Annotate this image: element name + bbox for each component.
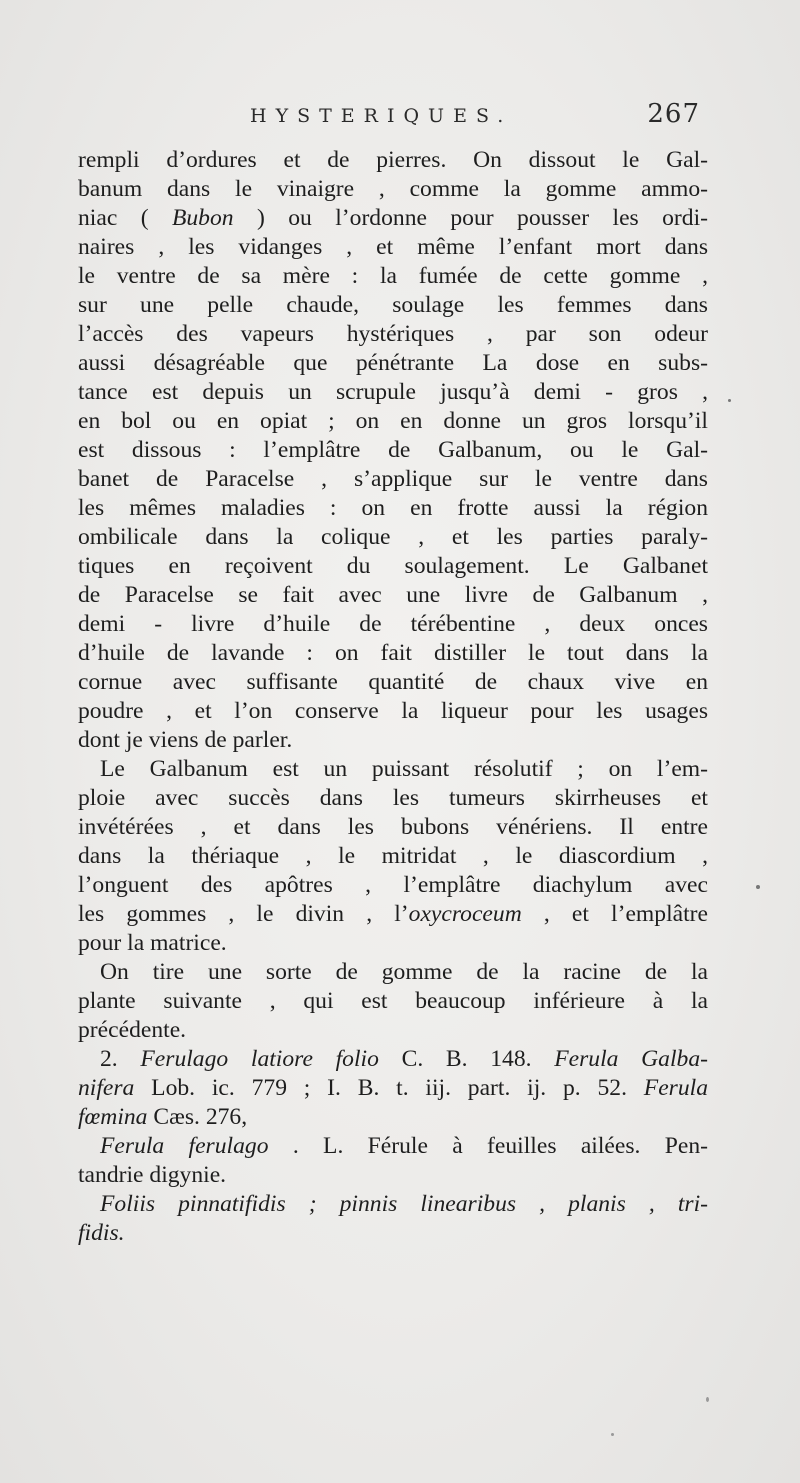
text-line	[78, 987, 708, 1016]
ink-speck	[756, 885, 760, 889]
text-line	[78, 349, 708, 378]
line-segment: dont je viens de parler.	[78, 727, 293, 753]
line-segment: Cæs. 276,	[147, 1104, 248, 1130]
line-segment: tance est depuis un scrupule jusqu’à demi - gros ,	[78, 379, 708, 405]
line-segment-italic: Ferula	[643, 1075, 708, 1101]
text-line	[78, 697, 708, 726]
line-segment: dans la thériaque , le mitridat , le diascordium ,	[78, 843, 708, 869]
line-segment: . L. Férule à feuilles ailées. Pen-	[268, 1133, 708, 1159]
line-segment: précédente.	[78, 1017, 187, 1043]
line-segment: poudre , et l’on conserve la liqueur pour les usages	[78, 698, 708, 724]
line-segment: rempli d’ordures et de pierres. On dissout le Gal-	[78, 147, 708, 173]
line-segment: ploie avec succès dans les tumeurs skirrheuses et	[78, 785, 708, 811]
line-segment: cornue avec suffisante quantité de chaux vive en	[78, 669, 708, 695]
line-segment: tandrie digynie.	[78, 1162, 227, 1188]
line-segment: , et l’emplâtre	[521, 901, 708, 927]
line-segment: est dissous : l’emplâtre de Galbanum, ou le Gal-	[78, 437, 708, 463]
text-line	[78, 1219, 708, 1248]
text-line	[78, 465, 708, 494]
line-segment: sur une pelle chaude, soulage les femmes dans	[78, 292, 708, 318]
text-line	[78, 262, 708, 291]
line-segment: les gommes , le divin , l’	[78, 901, 409, 927]
line-segment-italic: Foliis pinnatifidis ; pinnis linearibus , planis , tri-	[100, 1191, 708, 1217]
text-line	[78, 871, 708, 900]
page-number: 267	[647, 99, 700, 129]
ink-speck	[728, 399, 731, 402]
text-line	[78, 639, 708, 668]
line-segment: aussi désagréable que pénétrante La dose en subs-	[78, 350, 708, 376]
text-line	[78, 1103, 708, 1132]
line-segment: le ventre de sa mère : la fumée de cette gomme ,	[78, 263, 708, 289]
line-segment-italic: Ferula ferulago	[100, 1133, 269, 1159]
text-line	[78, 1190, 708, 1219]
line-segment-italic: oxycroceum	[408, 901, 522, 927]
ink-speck	[706, 1397, 709, 1402]
body-text	[78, 146, 708, 1248]
line-segment: banum dans le vinaigre , comme la gomme ammo-	[78, 176, 708, 202]
text-line	[78, 291, 708, 320]
line-segment-italic: Ferulago latiore folio	[140, 1046, 379, 1072]
line-segment: banet de Paracelse , s’applique sur le ventre dans	[78, 466, 708, 492]
line-segment: d’huile de lavande : on fait distiller le tout dans la	[78, 640, 708, 666]
line-segment-italic: nifera	[78, 1075, 135, 1101]
line-segment: plante suivante , qui est beaucoup inférieure à la	[78, 988, 708, 1014]
running-title: HYSTERIQUES.	[250, 105, 513, 127]
text-line	[78, 407, 708, 436]
text-line	[78, 320, 708, 349]
line-segment: ombilicale dans la colique , et les parties paraly-	[78, 524, 708, 550]
text-line	[78, 436, 708, 465]
text-line	[78, 929, 708, 958]
line-segment: C. B. 148.	[378, 1046, 555, 1072]
line-segment-italic: fidis.	[78, 1220, 125, 1246]
line-segment: l’onguent des apôtres , l’emplâtre diachylum avec	[78, 872, 708, 898]
text-line	[78, 581, 708, 610]
line-segment: niac (	[78, 205, 172, 231]
text-line	[78, 1074, 708, 1103]
line-segment-italic: Bubon	[171, 205, 234, 231]
text-line	[78, 784, 708, 813]
text-line	[78, 1161, 708, 1190]
line-segment: en bol ou en opiat ; on en donne un gros lorsqu’il	[78, 408, 708, 434]
line-segment: Lob. ic. 779 ; I. B. t. iij. part. ij. p. 52.	[134, 1075, 644, 1101]
text-line	[78, 726, 708, 755]
text-line	[78, 755, 708, 784]
text-line	[78, 1016, 708, 1045]
line-segment: 2.	[100, 1046, 141, 1072]
text-line	[78, 233, 708, 262]
text-line	[78, 610, 708, 639]
text-line	[78, 958, 708, 987]
text-line	[78, 1132, 708, 1161]
line-segment: l’accès des vapeurs hystériques , par son odeur	[78, 321, 708, 347]
text-line	[78, 523, 708, 552]
text-line	[78, 842, 708, 871]
line-segment: demi - livre d’huile de térébentine , deux onces	[78, 611, 708, 637]
text-line	[78, 900, 708, 929]
line-segment: invétérées , et dans les bubons vénériens. Il entre	[78, 814, 708, 840]
line-segment: Le Galbanum est un puissant résolutif ; on l’em-	[100, 756, 708, 782]
line-segment-italic: Ferula Galba-	[554, 1046, 708, 1072]
line-segment: naires , les vidanges , et même l’enfant mort dans	[78, 234, 708, 260]
text-line	[78, 378, 708, 407]
text-line	[78, 552, 708, 581]
text-line	[78, 204, 708, 233]
ink-speck	[611, 1433, 614, 1436]
line-segment: de Paracelse se fait avec une livre de Galbanum ,	[78, 582, 708, 608]
text-line	[78, 668, 708, 697]
line-segment: ) ou l’ordonne pour pousser les ordi-	[233, 205, 708, 231]
line-segment: tiques en reçoivent du soulagement. Le Galbanet	[78, 553, 708, 579]
line-segment: pour la matrice.	[78, 930, 227, 956]
text-line	[78, 175, 708, 204]
line-segment: On tire une sorte de gomme de la racine de la	[100, 959, 708, 985]
text-line	[78, 1045, 708, 1074]
text-line	[78, 494, 708, 523]
text-line	[78, 146, 708, 175]
page-header	[250, 99, 700, 139]
line-segment: les mêmes maladies : on en frotte aussi la région	[78, 495, 708, 521]
line-segment-italic: fœmina	[78, 1104, 148, 1130]
text-line	[78, 813, 708, 842]
